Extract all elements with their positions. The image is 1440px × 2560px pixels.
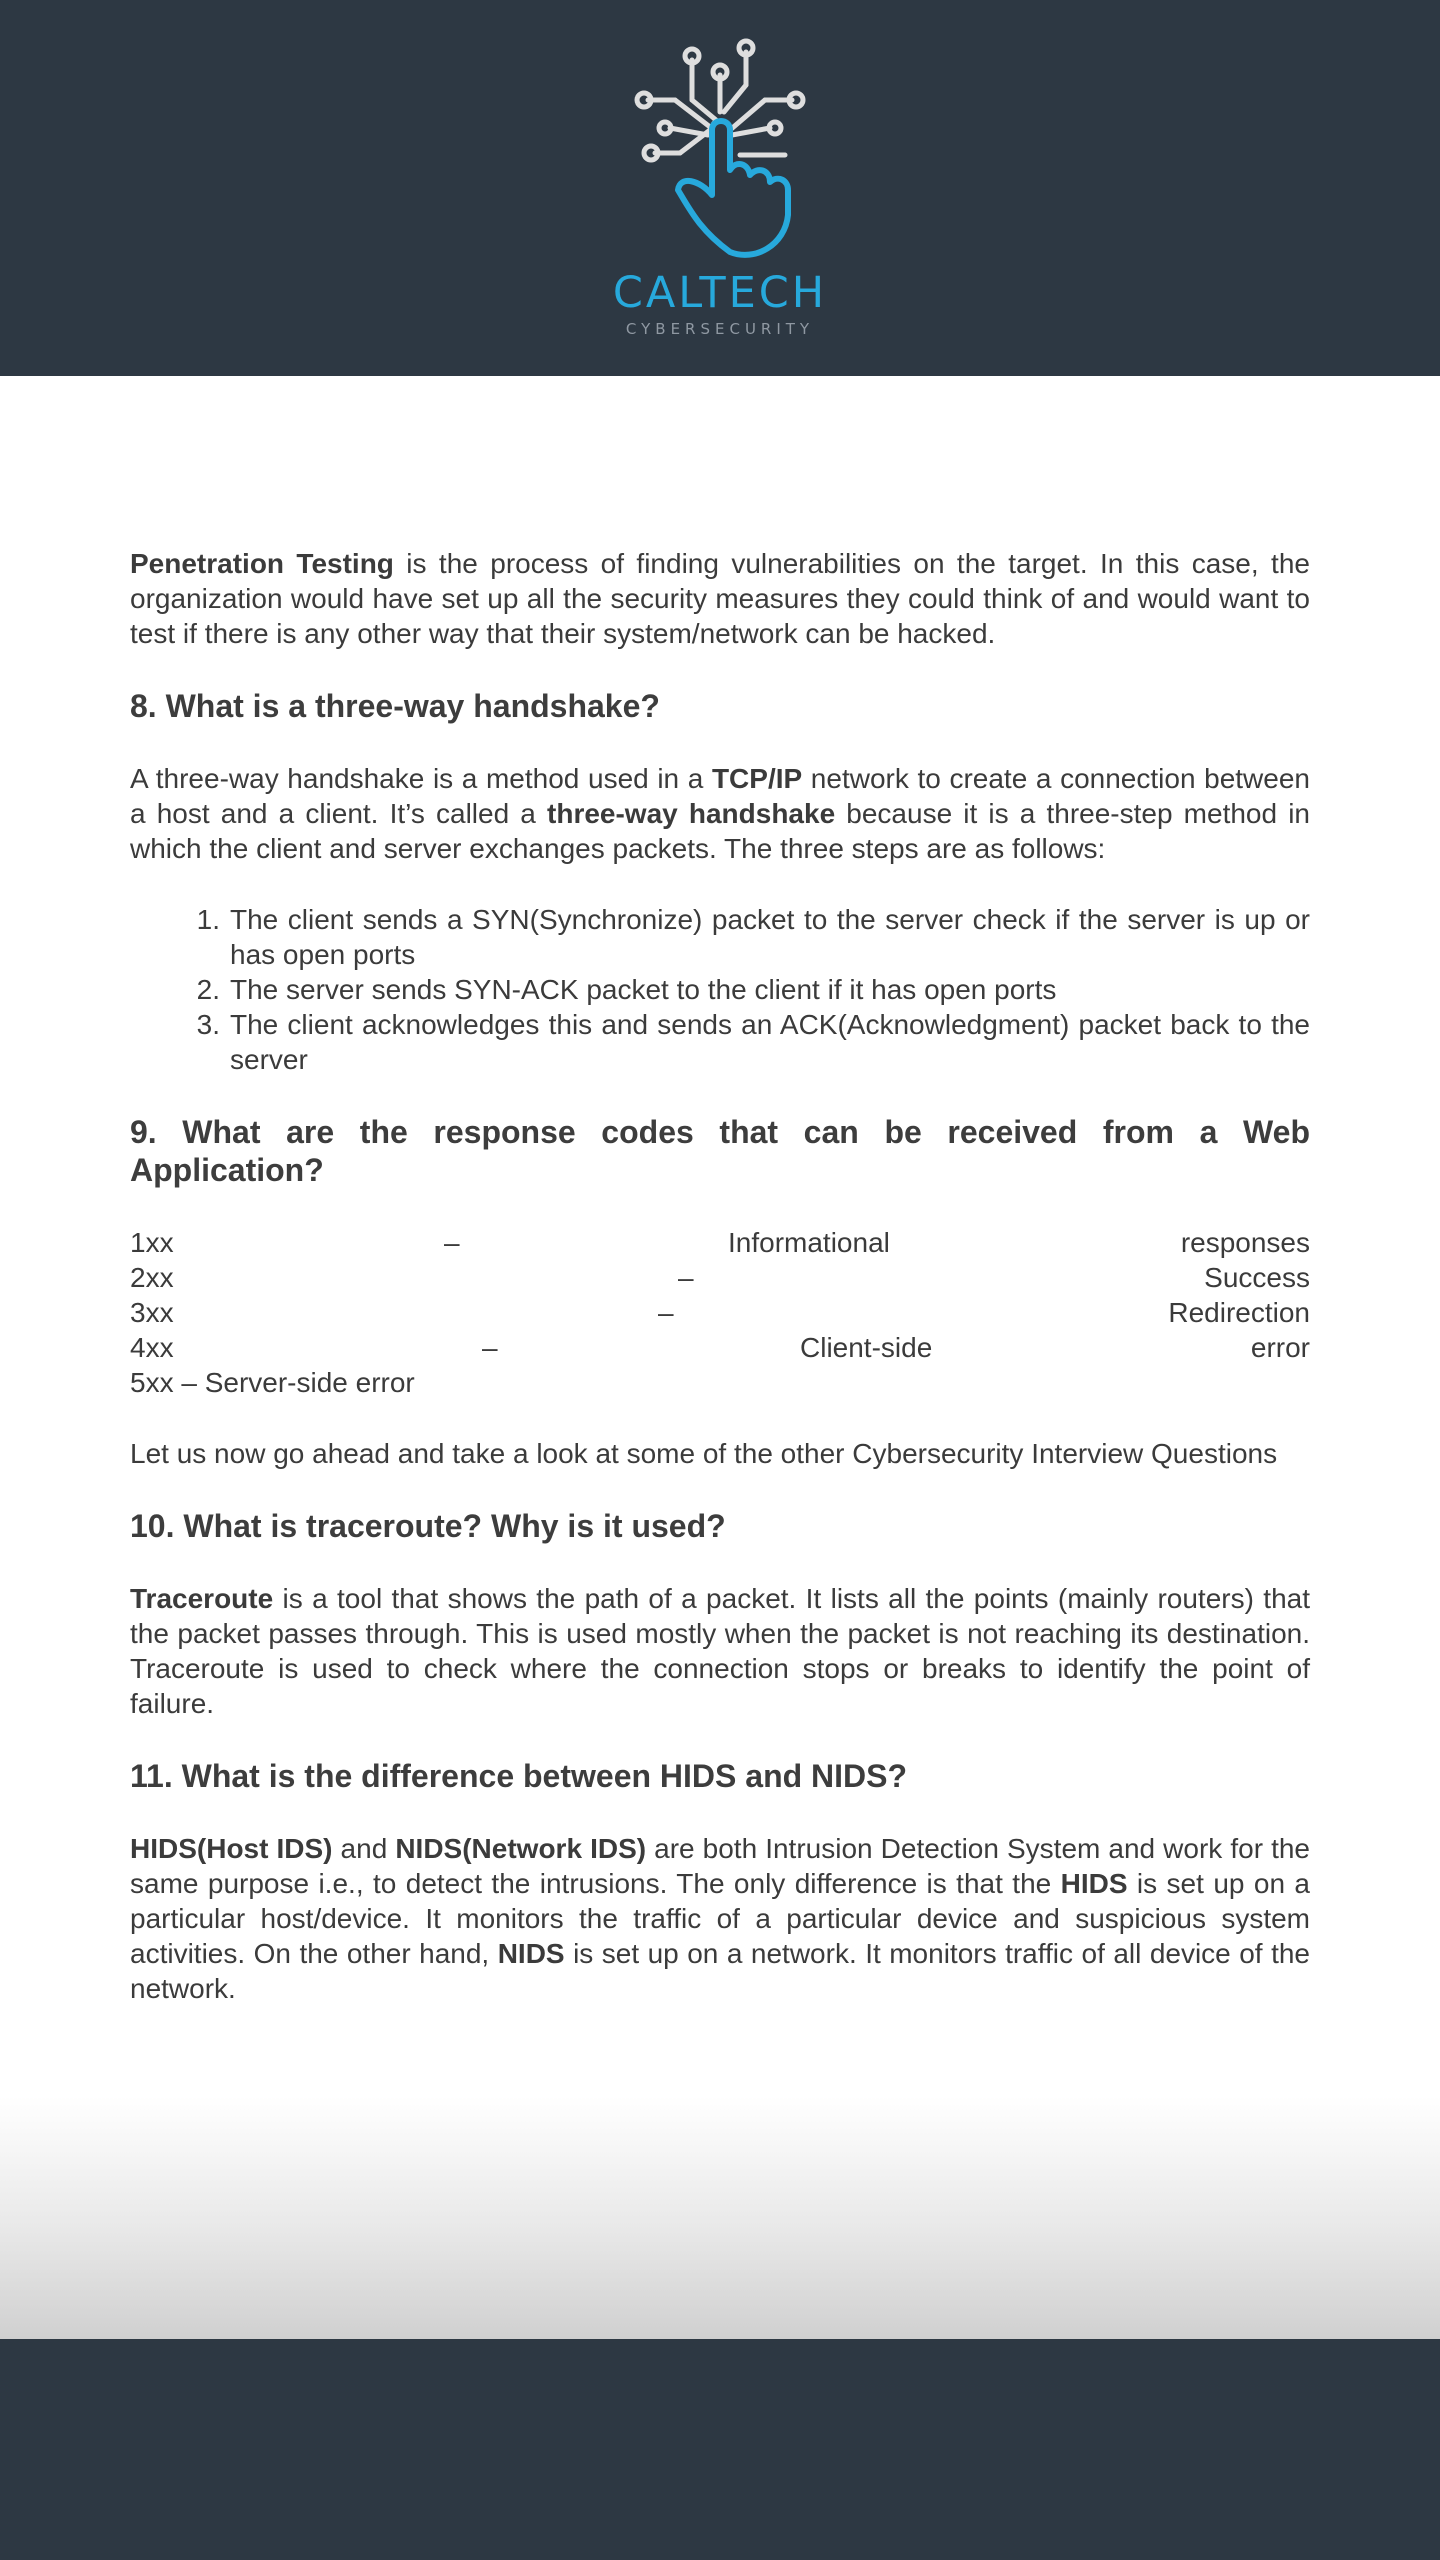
q10-paragraph: Traceroute is a tool that shows the path of a packet. It lists all the points (mainly routers) that the packet passes through. This is used mostly when the packet is not reaching its destination. Traceroute is used to check where the connection stops or breaks to identify the point of failure. <box>130 1583 1310 1719</box>
q11-heading: 11. What is the difference between HIDS and NIDS? <box>130 1758 908 1794</box>
code-row-4xx: 4xx – Client-side error <box>130 1332 1310 1363</box>
header-band <box>0 0 1440 376</box>
list-item: 2. The server sends SYN-ACK packet to the client if it has open ports <box>196 974 1057 1005</box>
document-content <box>130 546 1310 2006</box>
code-row-3xx: 3xx – Redirection <box>130 1297 1310 1328</box>
list-item: 3. The client acknowledges this and sends an ACK(Acknowledgment) packet back to the server <box>196 1009 1310 1075</box>
code-row-2xx: 2xx – Success <box>130 1262 1310 1293</box>
q9-heading: 9. What are the response codes that can be received from a Web Application? <box>130 1114 1310 1188</box>
code-row-1xx: 1xx – Informational responses <box>130 1227 1310 1258</box>
code-row-5xx: 5xx – Server-side error <box>130 1367 415 1398</box>
intro-paragraph: Penetration Testing is the process of finding vulnerabilities on the target. In this case, the organization would have set up all the security measures they could think of and would want to test if there is any other way that their system/network can be hacked. <box>130 548 1310 649</box>
brand-name: CALTECH <box>612 268 828 318</box>
caltech-logo-icon <box>620 30 820 260</box>
q8-heading: 8. What is a three-way handshake? <box>130 688 660 724</box>
handshake-steps-list <box>130 902 1310 1077</box>
followup-paragraph: Let us now go ahead and take a look at some of the other Cybersecurity Interview Questions <box>130 1438 1278 1469</box>
response-codes <box>130 1225 1310 1400</box>
list-item: 1. The client sends a SYN(Synchronize) packet to the server check if the server is up or has open ports <box>196 904 1310 970</box>
q11-paragraph: HIDS(Host IDS) and NIDS(Network IDS) are both Intrusion Detection System and work for the same purpose i.e., to detect the intrusions. The only difference is that the HIDS is set up on a particular host/device. It monitors the traffic of a particular device and suspicious system activities. On the other hand, NIDS is set up on a network. It monitors traffic of all device of the network. <box>130 1833 1310 2004</box>
footer-band <box>0 2339 1440 2560</box>
q8-paragraph: A three-way handshake is a method used in a TCP/IP network to create a connection between a host and a client. It’s called a three-way handshake because it is a three-step method in which the client and server exchanges packets. The three steps are as follows: <box>130 763 1311 864</box>
q10-heading: 10. What is traceroute? Why is it used? <box>130 1508 726 1544</box>
brand-tagline: CYBERSECURITY <box>625 320 815 338</box>
